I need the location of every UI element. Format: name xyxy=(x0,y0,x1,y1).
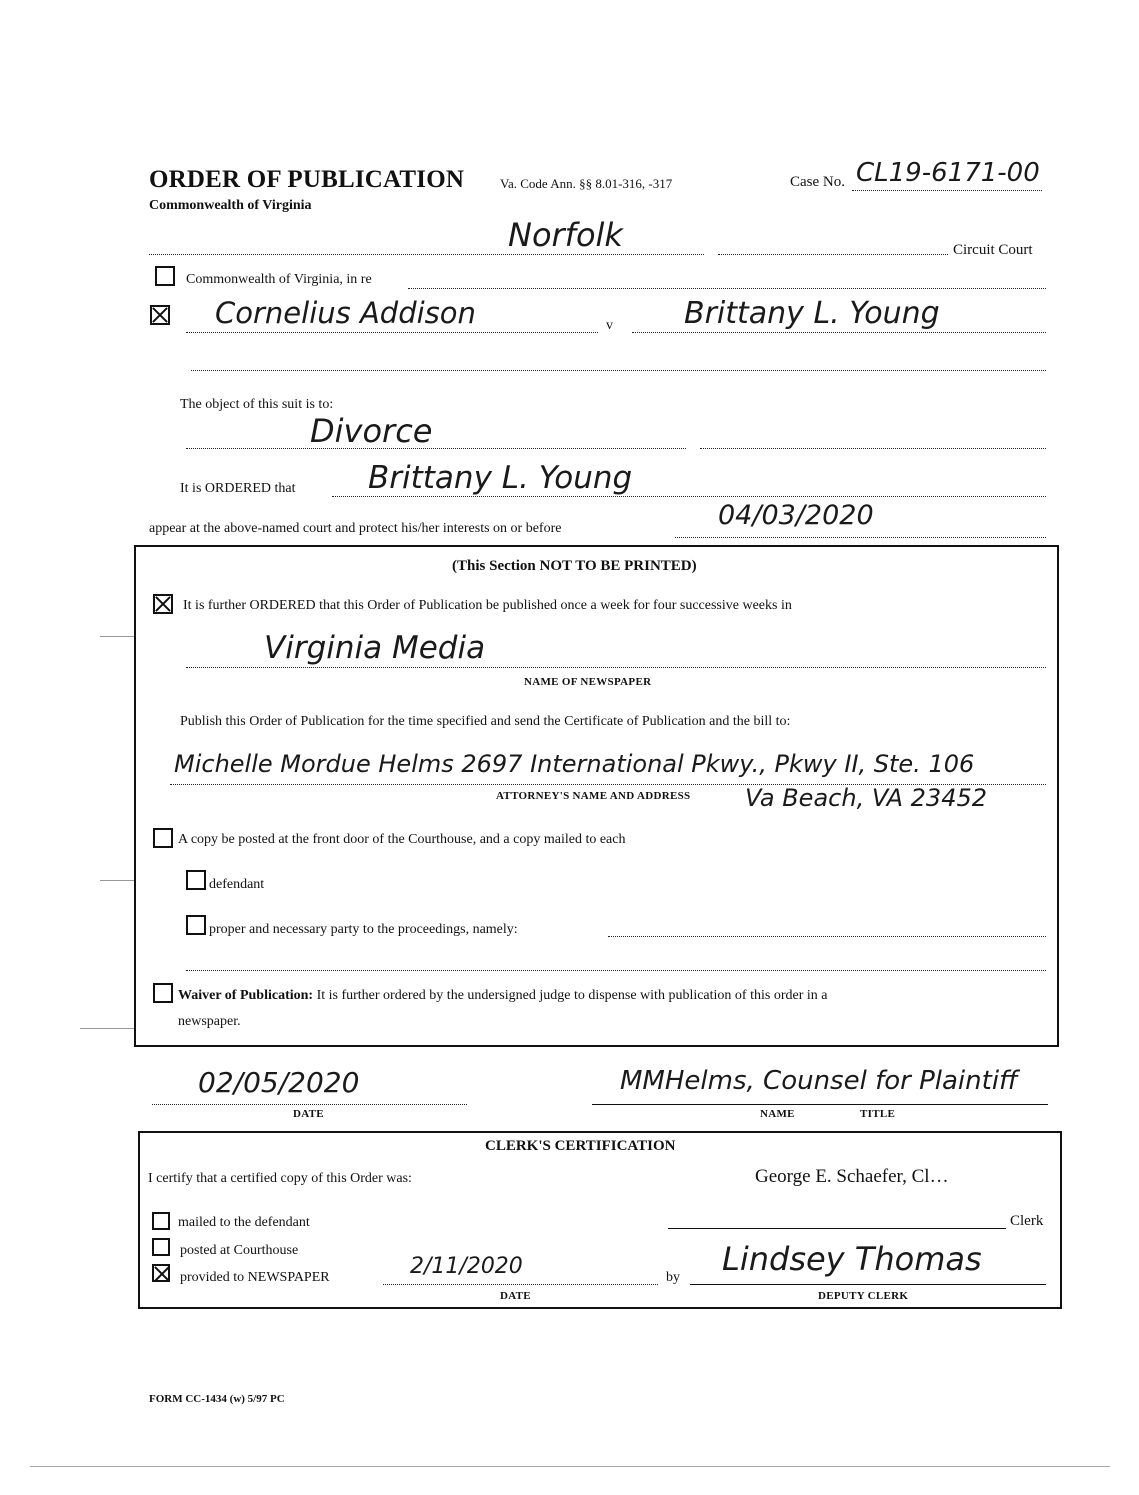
deputy-signature-line xyxy=(690,1284,1046,1285)
object-label: The object of this suit is to: xyxy=(180,397,334,412)
clerk-label: Clerk xyxy=(1010,1213,1044,1229)
publish-checkbox[interactable] xyxy=(153,594,173,614)
clerk-signature-line xyxy=(668,1228,1006,1229)
signature-date-line xyxy=(152,1104,467,1105)
waiver-bold-label: Waiver of Publication: xyxy=(178,988,314,1003)
deputy-clerk-label: DEPUTY CLERK xyxy=(818,1290,909,1302)
publication-section-title: (This Section NOT TO BE PRINTED) xyxy=(452,558,697,574)
object-line-left xyxy=(186,448,686,449)
party-line xyxy=(608,936,1046,937)
appear-text: appear at the above-named court and protect his/her interests on or before xyxy=(149,521,562,536)
posted-courthouse-checkbox[interactable] xyxy=(152,1238,170,1256)
provided-newspaper-label: provided to NEWSPAPER xyxy=(180,1270,330,1285)
signature-name-line xyxy=(592,1104,1048,1105)
court-name: Norfolk xyxy=(508,216,623,254)
defendant-checkbox[interactable] xyxy=(186,870,206,890)
case-number-value: CL19-6171-00 xyxy=(856,158,1040,188)
attorney-address-line1: Michelle Mordue Helms 2697 International Pkwy., Pkwy II, Ste. 106 xyxy=(174,750,975,778)
by-label: by xyxy=(666,1270,680,1285)
provided-date-line xyxy=(383,1284,658,1285)
waiver-checkbox[interactable] xyxy=(153,983,173,1003)
court-line-right xyxy=(718,254,948,255)
party-extra-line xyxy=(186,970,1046,971)
newspaper-line xyxy=(186,667,1046,668)
signature-name-label: NAME xyxy=(760,1108,795,1120)
form-subtitle: Commonwealth of Virginia xyxy=(149,198,312,213)
code-reference: Va. Code Ann. §§ 8.01-316, -317 xyxy=(500,176,673,191)
plaintiff-line xyxy=(186,332,598,333)
case-label: Case No. xyxy=(790,174,845,190)
waiver-text-continued: newspaper. xyxy=(178,1014,241,1029)
court-line-left xyxy=(149,254,704,255)
object-value: Divorce xyxy=(310,412,433,450)
scan-mark xyxy=(100,636,134,637)
plaintiff-name: Cornelius Addison xyxy=(215,296,476,330)
waiver-body: It is further ordered by the undersigned judge to dispense with publication of this order in a xyxy=(313,988,828,1003)
newspaper-label: NAME OF NEWSPAPER xyxy=(524,676,652,688)
defendant-line xyxy=(632,332,1046,333)
scan-mark xyxy=(100,880,134,881)
commonwealth-checkbox[interactable] xyxy=(155,266,175,286)
appear-date: 04/03/2020 xyxy=(718,500,874,531)
party-label: proper and necessary party to the proceedings, namely: xyxy=(209,922,518,937)
attorney-address-line2: Va Beach, VA 23452 xyxy=(745,784,988,812)
signature-date-label: DATE xyxy=(293,1108,324,1120)
ordered-prefix: It is ORDERED that xyxy=(180,481,296,496)
appear-date-line xyxy=(675,537,1046,538)
signature-title-label: TITLE xyxy=(860,1108,896,1120)
ordered-party-line xyxy=(332,496,1046,497)
waiver-text xyxy=(178,988,827,1004)
provided-newspaper-checkbox[interactable] xyxy=(152,1264,170,1282)
form-title: ORDER OF PUBLICATION xyxy=(149,166,465,193)
attorney-label: ATTORNEY'S NAME AND ADDRESS xyxy=(496,790,691,802)
deputy-signature: Lindsey Thomas xyxy=(722,1240,982,1278)
posted-copy-checkbox[interactable] xyxy=(153,828,173,848)
defendant-label: defendant xyxy=(209,877,265,892)
court-suffix: Circuit Court xyxy=(953,242,1033,258)
clerk-title: CLERK'S CERTIFICATION xyxy=(485,1138,676,1154)
clerk-certify-text: I certify that a certified copy of this Order was: xyxy=(148,1171,412,1186)
newspaper-name: Virginia Media xyxy=(264,630,486,666)
publish-bill-text: Publish this Order of Publication for the time specified and send the Certificate of Publication and the bill to: xyxy=(180,714,791,729)
defendant-name: Brittany L. Young xyxy=(684,296,940,331)
versus-label: v xyxy=(606,318,613,333)
signature-date: 02/05/2020 xyxy=(198,1066,360,1099)
posted-courthouse-label: posted at Courthouse xyxy=(180,1243,299,1258)
commonwealth-label: Commonwealth of Virginia, in re xyxy=(186,272,372,287)
parties-checkbox[interactable] xyxy=(150,305,170,325)
ordered-party-name: Brittany L. Young xyxy=(368,460,633,496)
signature-name-title: MMHelms, Counsel for Plaintiff xyxy=(620,1066,1018,1096)
party-checkbox[interactable] xyxy=(186,915,206,935)
provided-date: 2/11/2020 xyxy=(410,1254,523,1279)
posted-copy-text: A copy be posted at the front door of the Courthouse, and a copy mailed to each xyxy=(178,832,626,847)
mailed-checkbox[interactable] xyxy=(152,1212,170,1230)
scan-mark xyxy=(80,1028,134,1029)
object-line-right xyxy=(700,448,1046,449)
clerk-name: George E. Schaefer, Cl… xyxy=(755,1166,949,1187)
commonwealth-line xyxy=(408,288,1046,289)
form-id: FORM CC-1434 (w) 5/97 PC xyxy=(149,1393,285,1405)
bottom-rule xyxy=(30,1466,1110,1467)
parties-extra-line xyxy=(191,370,1046,371)
provided-date-label: DATE xyxy=(500,1290,531,1302)
mailed-label: mailed to the defendant xyxy=(178,1215,310,1230)
case-number-line xyxy=(852,190,1042,191)
publish-ordered-text: It is further ORDERED that this Order of Publication be published once a week for four successive weeks in xyxy=(183,598,792,613)
